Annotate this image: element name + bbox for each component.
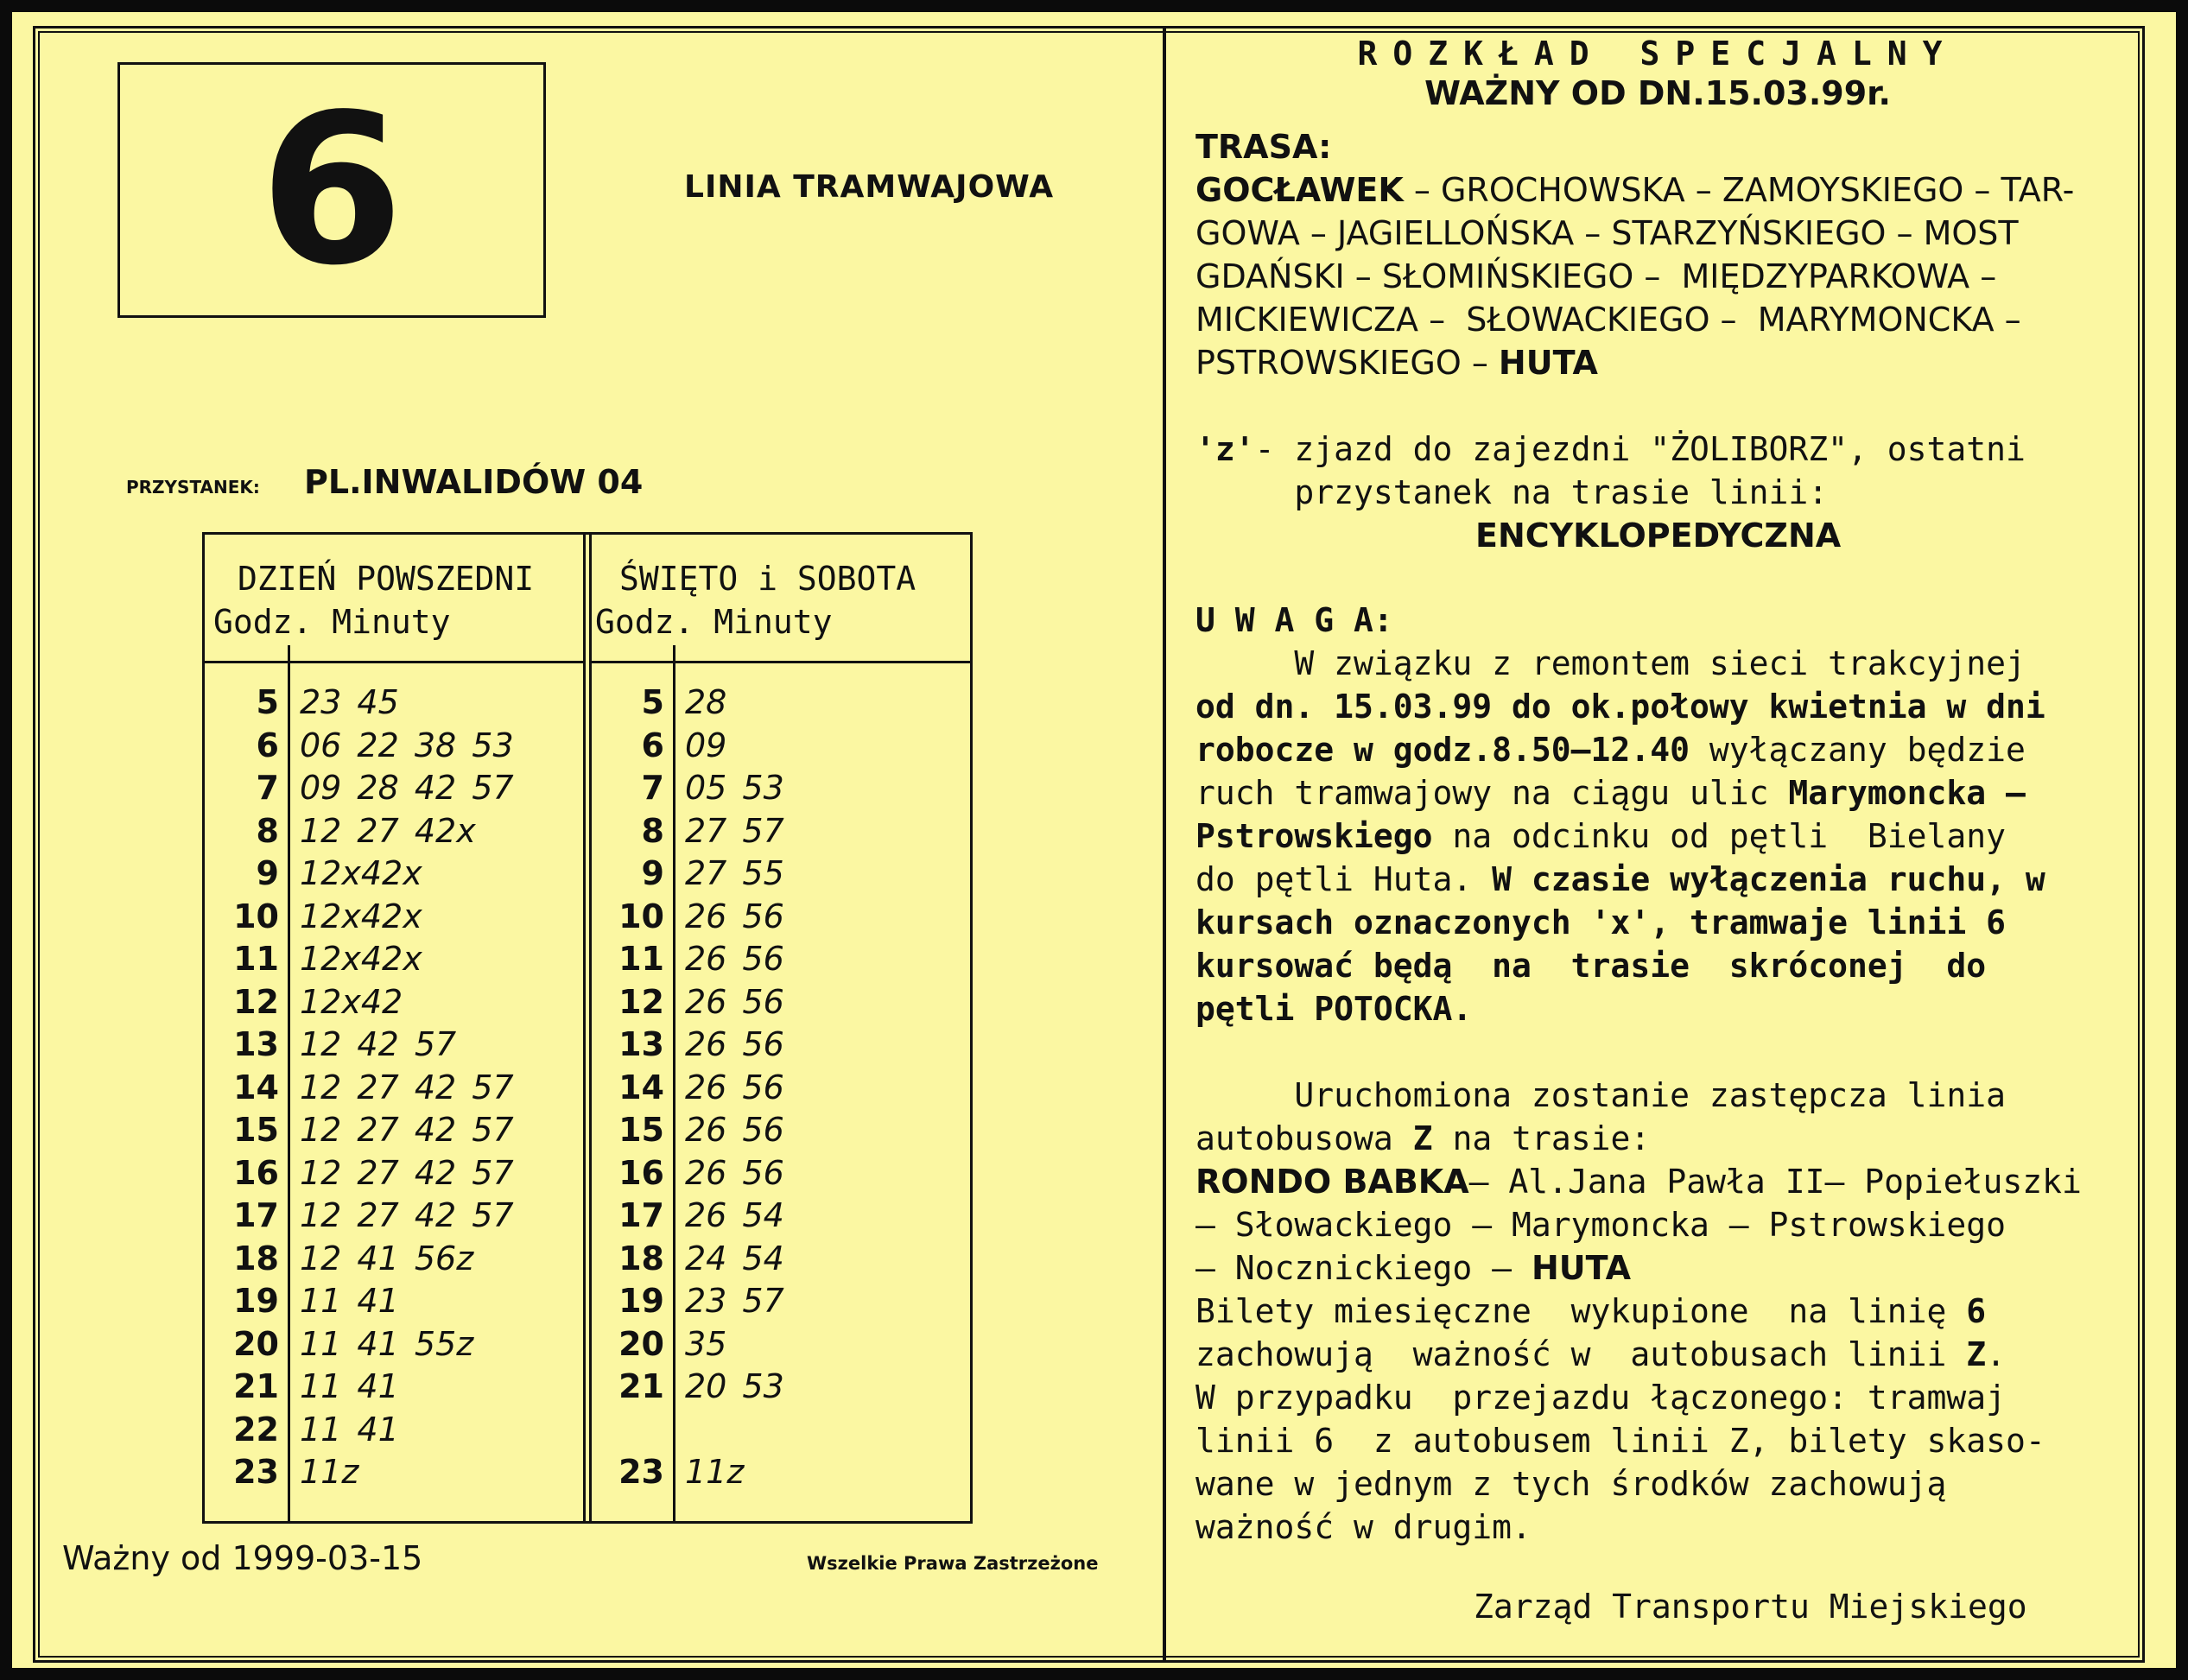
hour-cell: 17 [618, 1196, 664, 1234]
hour-cell: 16 [618, 1153, 664, 1192]
table-divider [583, 535, 586, 1521]
minutes-cell: 12x42 [300, 982, 403, 1021]
replacement-line-8: W przypadku przejazdu łączonego: tramwaj [1195, 1379, 2006, 1417]
warning-line-3 [1195, 729, 2026, 772]
valid-from: Ważny od 1999-03-15 [62, 1539, 423, 1577]
minutes-cell: 26 56 [685, 897, 784, 935]
hour-cell: 21 [233, 1367, 279, 1405]
minutes-cell: 35 [685, 1324, 727, 1363]
minutes-cell: 12 41 56z [300, 1239, 474, 1277]
hour-cell: 15 [233, 1111, 279, 1149]
minutes-cell: 26 56 [685, 1111, 784, 1149]
minutes-cell: 23 57 [685, 1282, 784, 1320]
minutes-cell: 12 27 42 57 [300, 1196, 514, 1234]
minutes-cell: 26 56 [685, 1025, 784, 1063]
holiday-header-cols: Godz. Minuty [595, 603, 833, 641]
hour-cell: 8 [256, 811, 279, 850]
replacement-text: – Al.Jana Pawła II– Popiełuszki [1468, 1163, 2082, 1201]
minutes-cell: 28 [685, 683, 727, 721]
line-number: 6 [259, 69, 404, 311]
line-number-box [117, 62, 546, 318]
route-text: – GROCHOWSKA – ZAMOYSKIEGO – TAR- [1403, 171, 2075, 209]
replacement-line-7 [1195, 1334, 2006, 1377]
hour-cell: 7 [641, 769, 664, 807]
minutes-cell: 24 54 [685, 1239, 784, 1277]
departure-table [202, 532, 973, 1524]
minutes-cell: 12 27 42x [300, 811, 476, 850]
hour-cell: 19 [618, 1282, 664, 1320]
hour-cell: 9 [641, 854, 664, 892]
warning-line-2: od dn. 15.03.99 do ok.połowy kwietnia w dni [1195, 688, 2045, 726]
minutes-cell: 12 27 42 57 [300, 1153, 514, 1192]
replacement-line-6 [1195, 1290, 1986, 1334]
holiday-header-title: ŚWIĘTO i SOBOTA [619, 560, 916, 598]
minutes-cell: 26 56 [685, 1068, 784, 1106]
line-type-label: LINIA TRAMWAJOWA [684, 169, 1055, 205]
replacement-line-2 [1195, 1118, 1650, 1161]
route-text: PSTROWSKIEGO – [1195, 344, 1499, 382]
notice-title: ROZKŁAD SPECJALNY [1357, 35, 1958, 73]
replacement-text: – Nocznickiego – [1195, 1249, 1532, 1287]
minutes-cell: 11 41 [300, 1410, 399, 1449]
hour-cell: 10 [618, 897, 664, 935]
minutes-cell: 26 54 [685, 1196, 784, 1234]
hour-cell: 12 [618, 982, 664, 1021]
replacement-line-1: Uruchomiona zostanie zastępcza linia [1195, 1076, 2006, 1114]
minutes-cell: 27 57 [685, 811, 784, 850]
replacement-text: Bilety miesięczne wykupione na linię [1195, 1292, 1967, 1330]
minutes-cell: 26 56 [685, 940, 784, 978]
stop-label: PRZYSTANEK: [126, 477, 260, 498]
minutes-cell: 26 56 [685, 982, 784, 1021]
hour-cell: 11 [233, 940, 279, 978]
warning-line-6 [1195, 859, 2045, 902]
warning-text: do pętli Huta. [1195, 860, 1493, 898]
z-mark: 'z' [1195, 430, 1255, 468]
minutes-cell: 23 45 [300, 683, 399, 721]
hour-cell: 10 [233, 897, 279, 935]
replacement-text: autobusowa [1195, 1119, 1413, 1157]
minutes-cell: 05 53 [685, 769, 784, 807]
hour-cell: 23 [618, 1453, 664, 1491]
replacement-bold: Z [1966, 1335, 1987, 1373]
z-note-stop: ENCYKLOPEDYCZNA [1475, 517, 1842, 555]
notice-subtitle: WAŻNY OD DN.15.03.99r. [1424, 74, 1891, 112]
minutes-cell: 12x42x [300, 897, 422, 935]
warning-title: U W A G A: [1195, 601, 1393, 639]
hour-cell: 17 [233, 1196, 279, 1234]
weekday-header-cols: Godz. Minuty [213, 603, 451, 641]
hour-cell: 5 [256, 683, 279, 721]
minutes-cell: 11z [300, 1453, 359, 1491]
warning-text: na odcinku od pętli Bielany [1432, 817, 2007, 855]
hour-cell: 20 [233, 1324, 279, 1363]
replacement-text: zachowują ważność w autobusach linii [1195, 1335, 1967, 1373]
hour-cell: 13 [618, 1025, 664, 1063]
hour-cell: 5 [641, 683, 664, 721]
z-note-text: - zjazd do zajezdni "ŻOLIBORZ", ostatni [1254, 430, 2026, 468]
replacement-bold: RONDO BABKA [1195, 1163, 1469, 1201]
minutes-cell: 11z [685, 1453, 745, 1491]
hour-cell: 12 [233, 982, 279, 1021]
hour-cell: 14 [618, 1068, 664, 1106]
replacement-line-3 [1195, 1161, 2082, 1204]
minutes-cell: 09 28 42 57 [300, 769, 514, 807]
warning-text: ruch tramwajowy na ciągu ulic [1195, 774, 1789, 812]
replacement-bold: Z [1412, 1119, 1433, 1157]
minutes-cell: 06 22 38 53 [300, 726, 514, 764]
hour-cell: 19 [233, 1282, 279, 1320]
hour-cell: 6 [256, 726, 279, 764]
route-start: GOCŁAWEK [1195, 171, 1404, 209]
z-note-line-1 [1195, 428, 2026, 472]
stop-name: PL.INWALIDÓW 04 [304, 463, 644, 501]
warning-text: wyłączany będzie [1689, 731, 2026, 769]
replacement-line-5 [1195, 1247, 1631, 1290]
hour-cell: 8 [641, 811, 664, 850]
hour-cell: 14 [233, 1068, 279, 1106]
warning-bold: robocze w godz.8.50–12.40 [1195, 731, 1690, 769]
minutes-cell: 12x42x [300, 940, 422, 978]
hour-cell: 23 [233, 1453, 279, 1491]
hour-cell: 9 [256, 854, 279, 892]
warning-line-5 [1195, 815, 2006, 859]
minutes-cell: 26 56 [685, 1153, 784, 1192]
notice-header [1195, 35, 2120, 112]
hour-column-rule [288, 645, 290, 1521]
replacement-line-10: wane w jednym z tych środków zachowują [1195, 1465, 1947, 1503]
warning-line-8: kursować będą na trasie skróconej do [1195, 947, 1987, 985]
minutes-cell: 12 42 57 [300, 1025, 457, 1063]
hour-cell: 7 [256, 769, 279, 807]
hour-cell: 18 [618, 1239, 664, 1277]
warning-line-4 [1195, 772, 2026, 815]
replacement-text: na trasie: [1432, 1119, 1651, 1157]
hour-cell: 21 [618, 1367, 664, 1405]
warning-line-1: W związku z remontem sieci trakcyjnej [1195, 644, 2026, 682]
replacement-bold: HUTA [1531, 1249, 1631, 1287]
replacement-bold: 6 [1966, 1292, 1987, 1330]
panel-divider [1163, 26, 1166, 1663]
hour-cell: 16 [233, 1153, 279, 1192]
warning-bold: Pstrowskiego [1195, 817, 1433, 855]
hour-cell: 13 [233, 1025, 279, 1063]
replacement-line-4: – Słowackiego – Marymoncka – Pstrowskiego [1195, 1206, 2006, 1244]
minutes-cell: 09 [685, 726, 727, 764]
minutes-cell: 20 53 [685, 1367, 784, 1405]
minutes-cell: 11 41 55z [300, 1324, 474, 1363]
minutes-cell: 12 27 42 57 [300, 1068, 514, 1106]
hour-cell: 18 [233, 1239, 279, 1277]
weekday-header [213, 557, 534, 643]
minutes-cell: 27 55 [685, 854, 784, 892]
weekday-header-title: DZIEŃ POWSZEDNI [238, 560, 535, 598]
header-rule [592, 661, 970, 663]
signature: Zarząd Transportu Miejskiego [1474, 1588, 2027, 1626]
route-line-5 [1195, 342, 1598, 385]
route-line-3: GDAŃSKI – SŁOMIŃSKIEGO – MIĘDZYPARKOWA – [1195, 257, 1997, 295]
hour-cell: 11 [618, 940, 664, 978]
warning-bold: W czasie wyłączenia ruchu, w [1492, 860, 2045, 898]
warning-bold: Marymoncka – [1788, 774, 2026, 812]
rights-notice: Wszelkie Prawa Zastrzeżone [807, 1553, 1099, 1574]
minutes-cell: 12x42x [300, 854, 422, 892]
hour-cell: 6 [641, 726, 664, 764]
warning-line-7: kursach oznaczonych 'x', tramwaje linii 6 [1195, 903, 2006, 941]
hour-cell: 15 [618, 1111, 664, 1149]
route-line-1 [1195, 169, 2074, 212]
route-line-4: MICKIEWICZA – SŁOWACKIEGO – MARYMONCKA – [1195, 301, 2021, 339]
warning-line-9: pętli POTOCKA. [1195, 990, 1473, 1028]
hour-cell: 20 [618, 1324, 664, 1363]
route-line-2: GOWA – JAGIELLOŃSKA – STARZYŃSKIEGO – MOST [1195, 214, 2019, 252]
replacement-text: . [1986, 1335, 2007, 1373]
header-rule [205, 661, 583, 663]
minutes-cell: 11 41 [300, 1282, 399, 1320]
minutes-cell: 11 41 [300, 1367, 399, 1405]
minutes-cell: 12 27 42 57 [300, 1111, 514, 1149]
route-label: TRASA: [1195, 128, 1332, 166]
hour-cell: 22 [233, 1410, 279, 1449]
hour-column-rule [673, 645, 675, 1521]
replacement-line-11: ważność w drugim. [1195, 1508, 1532, 1546]
z-note-line-2: przystanek na trasie linii: [1195, 473, 1829, 511]
route-end: HUTA [1498, 344, 1598, 382]
replacement-line-9: linii 6 z autobusem linii Z, bilety skaso- [1195, 1422, 2045, 1460]
holiday-header [595, 557, 916, 643]
